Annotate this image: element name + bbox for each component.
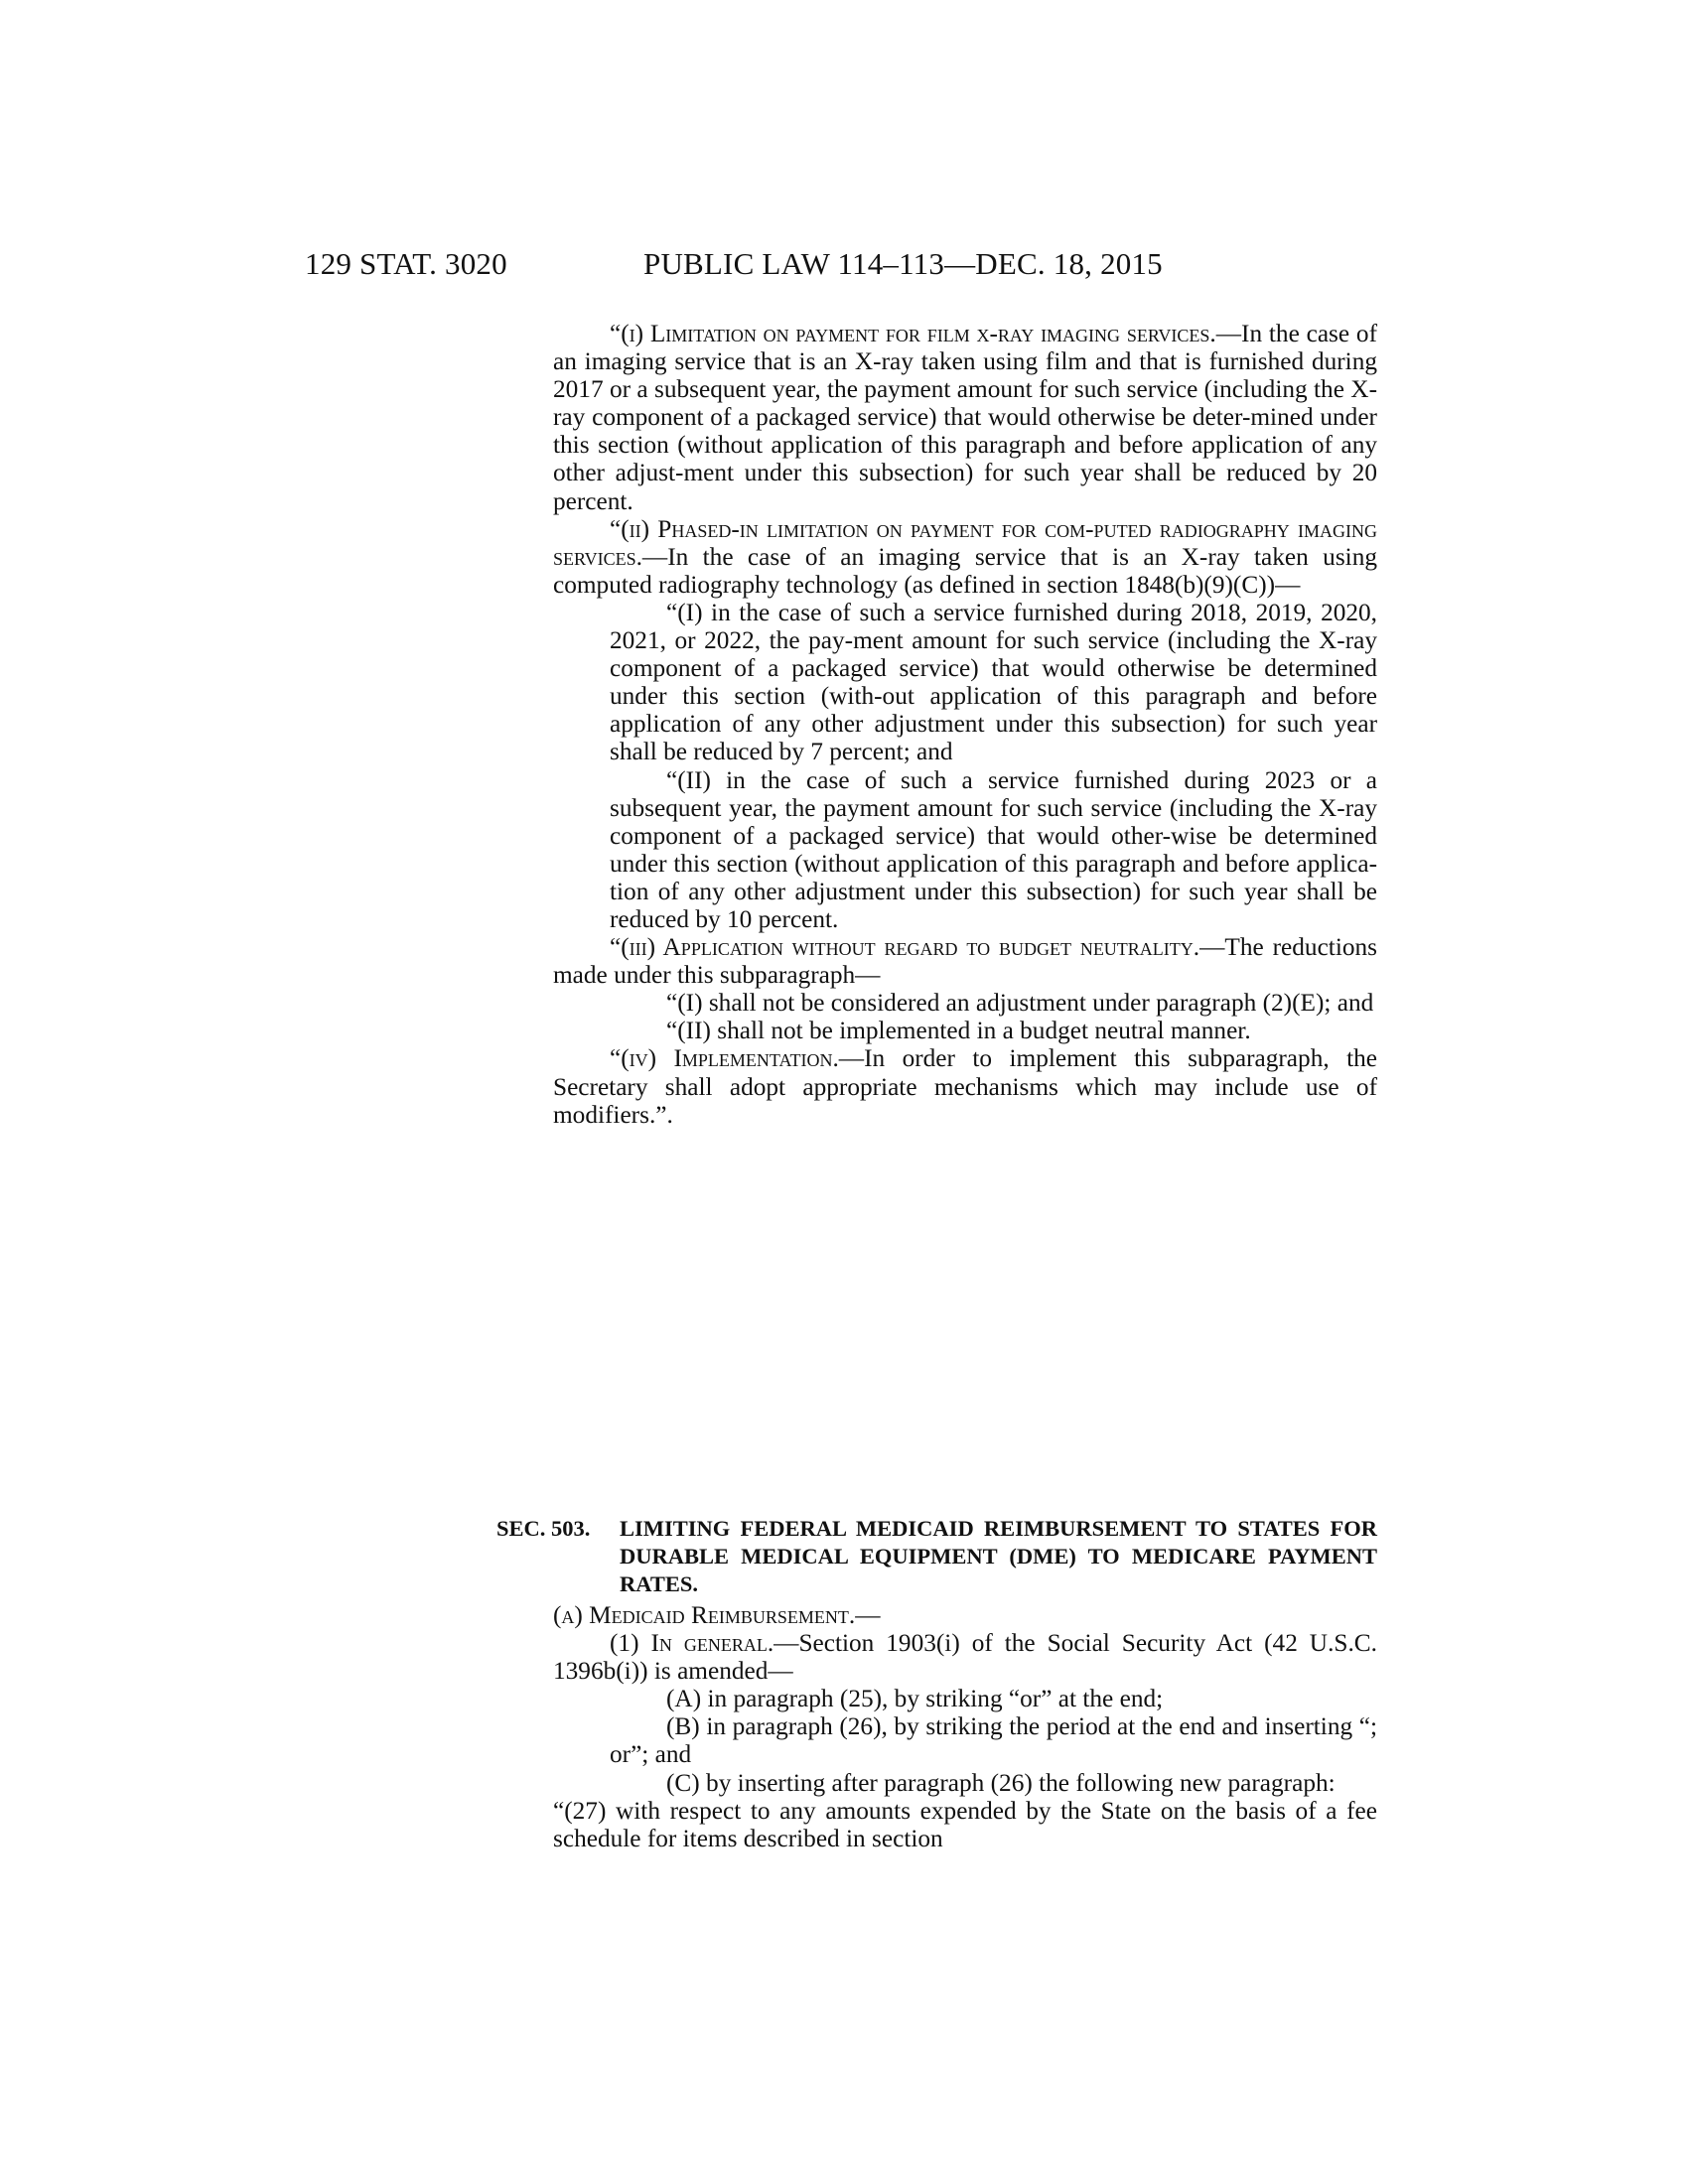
paragraph-a1-body: —Section 1903(i) of the Social Security Act (42 U.S.C. 1396b(i)) is amended— <box>553 1629 1377 1686</box>
section-number: SEC. 503. <box>496 1516 591 1541</box>
statute-page-number: 129 STAT. 3020 <box>305 246 507 281</box>
clause-i <box>553 320 1377 515</box>
clause-ii <box>553 515 1377 599</box>
subclause-iii-II: “(II) shall not be implemented in a budget neutral manner. <box>666 1017 1251 1045</box>
clause-iv-heading: “(iv) Implementation. <box>610 1044 839 1073</box>
clause-iii-heading: “(iii) Application without regard to budget neutrality. <box>610 933 1200 962</box>
clause-iv <box>553 1044 1377 1128</box>
paragraph-a1-heading: (1) In general. <box>610 1629 774 1658</box>
subsection-a-dash: — <box>855 1601 881 1629</box>
lower-text-column <box>553 1601 1377 1852</box>
subclause-ii-I: “(I) in the case of such a service furnished during 2018, 2019, 2020, 2021, or 2022, the pay-ment amount for such service (including the X-ray component of a packaged service) that would otherwise be determined under this section (with-out application of this paragraph and before application of any other adjustment under this subsection) for such year shall be reduced by 7 percent; and <box>610 598 1377 766</box>
subparagraph-a1-C: (C) by inserting after paragraph (26) the following new paragraph: <box>666 1768 1336 1797</box>
law-title-header: PUBLIC LAW 114–113—DEC. 18, 2015 <box>643 246 1163 281</box>
clause-i-heading: “(i) Limitation on payment for film x-ray imaging services. <box>610 320 1216 347</box>
section-heading <box>496 1515 1377 1599</box>
upper-text-column <box>553 320 1377 1129</box>
subsection-a-heading <box>553 1601 1377 1629</box>
paragraph-27: “(27) with respect to any amounts expended by the State on the basis of a fee schedule for items described in section <box>553 1796 1377 1852</box>
clause-ii-body: —In the case of an imaging service that is an X-ray taken using computed radiography technology (as defined in section 1848(b)(9)(C))— <box>553 542 1377 599</box>
clause-iii <box>553 933 1377 989</box>
clause-iv-body: —In order to implement this subparagraph, the Secretary shall adopt appropriate mechanisms which may include use of modifiers.”. <box>553 1044 1377 1129</box>
clause-i-body: —In the case of an imaging service that is an X-ray taken using film and that is furnished during 2017 or a subsequent year, the payment amount for such service (including the X-ray component of a packaged service) that would otherwise be deter-mined under this section (without application of this paragraph and before application of any other adjust-ment under this subsection) for such year shall be reduced by 20 percent. <box>553 320 1377 515</box>
subsection-a-title: (a) Medicaid Reimbursement. <box>553 1601 856 1629</box>
clause-iii-body: —The reductions made under this subparagraph— <box>553 933 1377 990</box>
subparagraph-a1-A: (A) in paragraph (25), by striking “or” at the end; <box>666 1685 1164 1713</box>
subparagraph-a1-B: (B) in paragraph (26), by striking the period at the end and inserting “; or”; and <box>610 1712 1377 1769</box>
clause-ii-heading: “(ii) Phased-in limitation on payment for com-puted radiography imaging services. <box>553 514 1377 571</box>
subclause-iii-I: “(I) shall not be considered an adjustment under paragraph (2)(E); and <box>666 989 1374 1018</box>
subclause-ii-II: “(II) in the case of such a service furnished during 2023 or a subsequent year, the payment amount for such service (including the X-ray component of a packaged service) that would other-wise be determined under this section (without application of this paragraph and before applica-tion of any other adjustment under this subsection) for such year shall be reduced by 10 percent. <box>610 765 1377 933</box>
section-title: LIMITING FEDERAL MEDICAID REIMBURSEMENT TO STATES FOR DURABLE MEDICAL EQUIPMENT (DME) TO MEDICARE PAYMENT RATES. <box>620 1516 1377 1597</box>
paragraph-a1 <box>553 1629 1377 1685</box>
